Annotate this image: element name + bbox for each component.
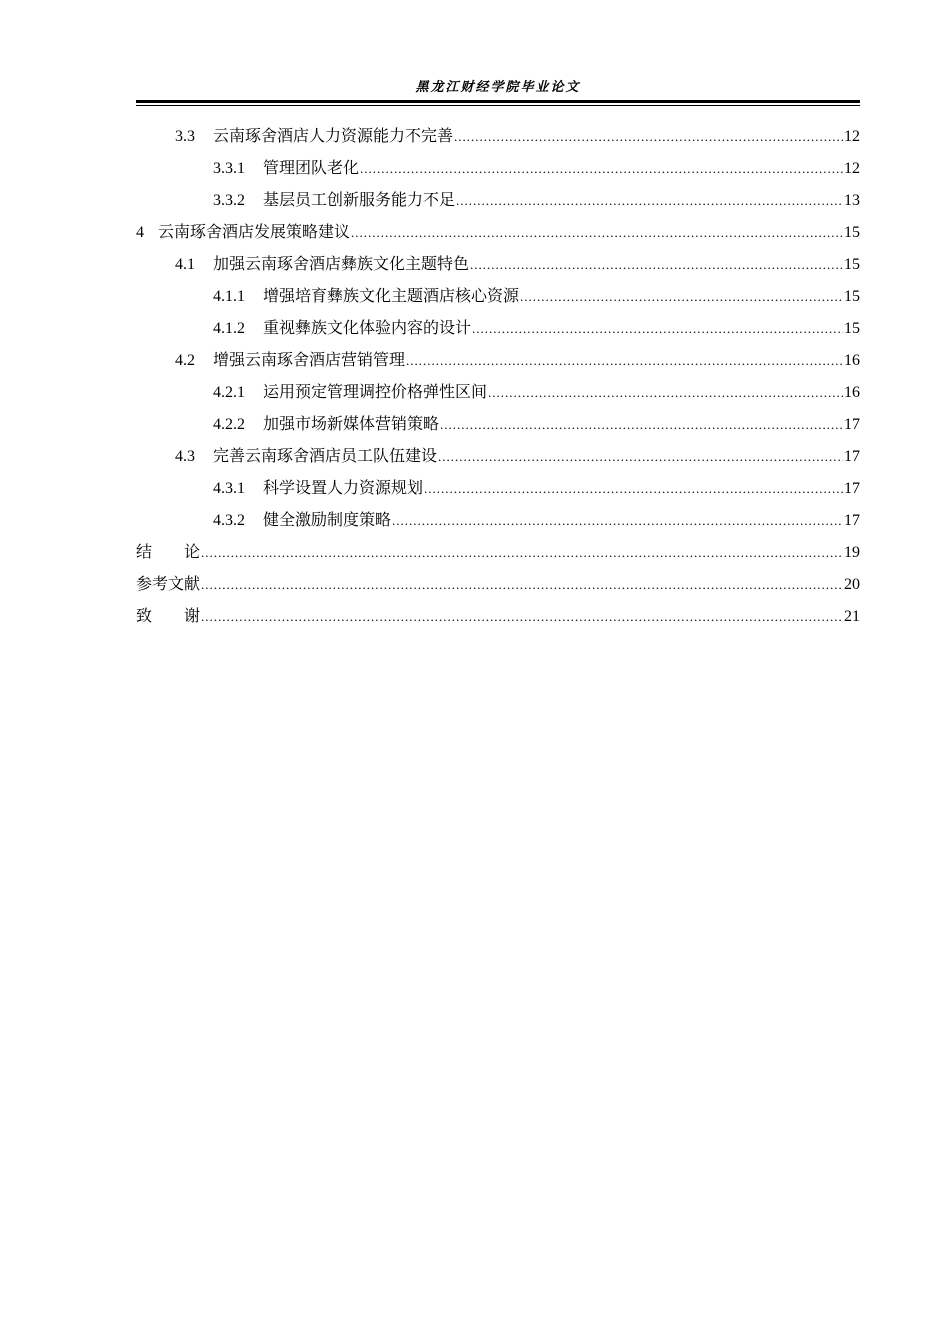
toc-entry[interactable] (136, 600, 860, 632)
toc-entry[interactable] (136, 440, 860, 472)
toc-dot-leader (201, 569, 843, 601)
toc-entry-number: 4.2.2 (213, 416, 245, 433)
toc-dot-leader (201, 601, 843, 633)
toc-entry-title: 科学设置人力资源规划 (263, 478, 424, 497)
toc-dot-leader (520, 281, 843, 313)
toc-entry-number: 3.3.1 (213, 160, 245, 177)
toc-entry-title: 基层员工创新服务能力不足 (263, 190, 456, 209)
toc-entry-number: 4.1 (175, 256, 195, 273)
table-of-contents (136, 120, 860, 632)
toc-entry-title: 云南琢舍酒店发展策略建议 (158, 222, 351, 241)
toc-entry-title: 运用预定管理调控价格弹性区间 (263, 382, 488, 401)
toc-dot-leader (472, 313, 843, 345)
toc-entry-title: 增强培育彝族文化主题酒店核心资源 (263, 286, 520, 305)
toc-entry-number: 4.2.1 (213, 384, 245, 401)
toc-entry-page: 12 (844, 128, 860, 145)
toc-entry[interactable] (136, 376, 860, 408)
toc-dot-leader (392, 505, 843, 537)
toc-entry-page: 13 (844, 192, 860, 209)
toc-entry-title: 管理团队老化 (263, 158, 360, 177)
toc-dot-leader (360, 153, 843, 185)
toc-entry-number: 4.3.1 (213, 480, 245, 497)
toc-dot-leader (424, 473, 843, 505)
toc-dot-leader (456, 185, 843, 217)
toc-entry-page: 12 (844, 160, 860, 177)
toc-entry-page: 16 (844, 384, 860, 401)
toc-entry[interactable] (136, 248, 860, 280)
toc-dot-leader (470, 249, 843, 281)
toc-entry-number: 4.1.1 (213, 288, 245, 305)
toc-dot-leader (406, 345, 843, 377)
toc-entry[interactable] (136, 120, 860, 152)
toc-entry[interactable] (136, 408, 860, 440)
toc-entry-title: 结 论 (136, 542, 201, 561)
toc-entry[interactable] (136, 472, 860, 504)
toc-entry[interactable] (136, 344, 860, 376)
toc-entry-title: 参考文献 (136, 574, 201, 593)
toc-entry-title: 健全激励制度策略 (263, 510, 392, 529)
toc-entry-page: 20 (844, 576, 860, 593)
toc-entry-title: 云南琢舍酒店人力资源能力不完善 (213, 126, 454, 145)
toc-entry-page: 15 (844, 224, 860, 241)
toc-entry-page: 15 (844, 320, 860, 337)
toc-dot-leader (454, 121, 843, 153)
toc-dot-leader (440, 409, 843, 441)
toc-entry[interactable] (136, 568, 860, 600)
toc-dot-leader (438, 441, 843, 473)
toc-dot-leader (201, 537, 843, 569)
toc-entry-number: 3.3.2 (213, 192, 245, 209)
toc-entry[interactable] (136, 152, 860, 184)
toc-entry-number: 3.3 (175, 128, 195, 145)
toc-entry-page: 16 (844, 352, 860, 369)
header-rule-thick (136, 100, 860, 103)
header-rule-thin (136, 105, 860, 106)
toc-entry-title: 重视彝族文化体验内容的设计 (263, 318, 472, 337)
toc-entry[interactable] (136, 280, 860, 312)
toc-entry-title: 完善云南琢舍酒店员工队伍建设 (213, 446, 438, 465)
toc-entry-number: 4.1.2 (213, 320, 245, 337)
toc-entry-number: 4.3 (175, 448, 195, 465)
toc-entry-number: 4 (136, 224, 144, 241)
toc-entry-number: 4.3.2 (213, 512, 245, 529)
toc-entry[interactable] (136, 216, 860, 248)
toc-entry-page: 19 (844, 544, 860, 561)
toc-entry-page: 15 (844, 288, 860, 305)
toc-dot-leader (351, 217, 843, 249)
toc-entry-number: 4.2 (175, 352, 195, 369)
toc-entry[interactable] (136, 536, 860, 568)
toc-entry[interactable] (136, 184, 860, 216)
toc-entry-title: 加强云南琢舍酒店彝族文化主题特色 (213, 254, 470, 273)
toc-entry-title: 加强市场新媒体营销策略 (263, 414, 440, 433)
toc-entry[interactable] (136, 504, 860, 536)
toc-entry[interactable] (136, 312, 860, 344)
toc-entry-page: 17 (844, 480, 860, 497)
toc-entry-page: 21 (844, 608, 860, 625)
toc-entry-page: 15 (844, 256, 860, 273)
toc-entry-page: 17 (844, 512, 860, 529)
toc-entry-title: 致 谢 (136, 606, 201, 625)
toc-entry-page: 17 (844, 448, 860, 465)
running-header: 黑龙江财经学院毕业论文 (415, 80, 581, 95)
toc-entry-page: 17 (844, 416, 860, 433)
toc-entry-title: 增强云南琢舍酒店营销管理 (213, 350, 406, 369)
toc-dot-leader (488, 377, 843, 409)
